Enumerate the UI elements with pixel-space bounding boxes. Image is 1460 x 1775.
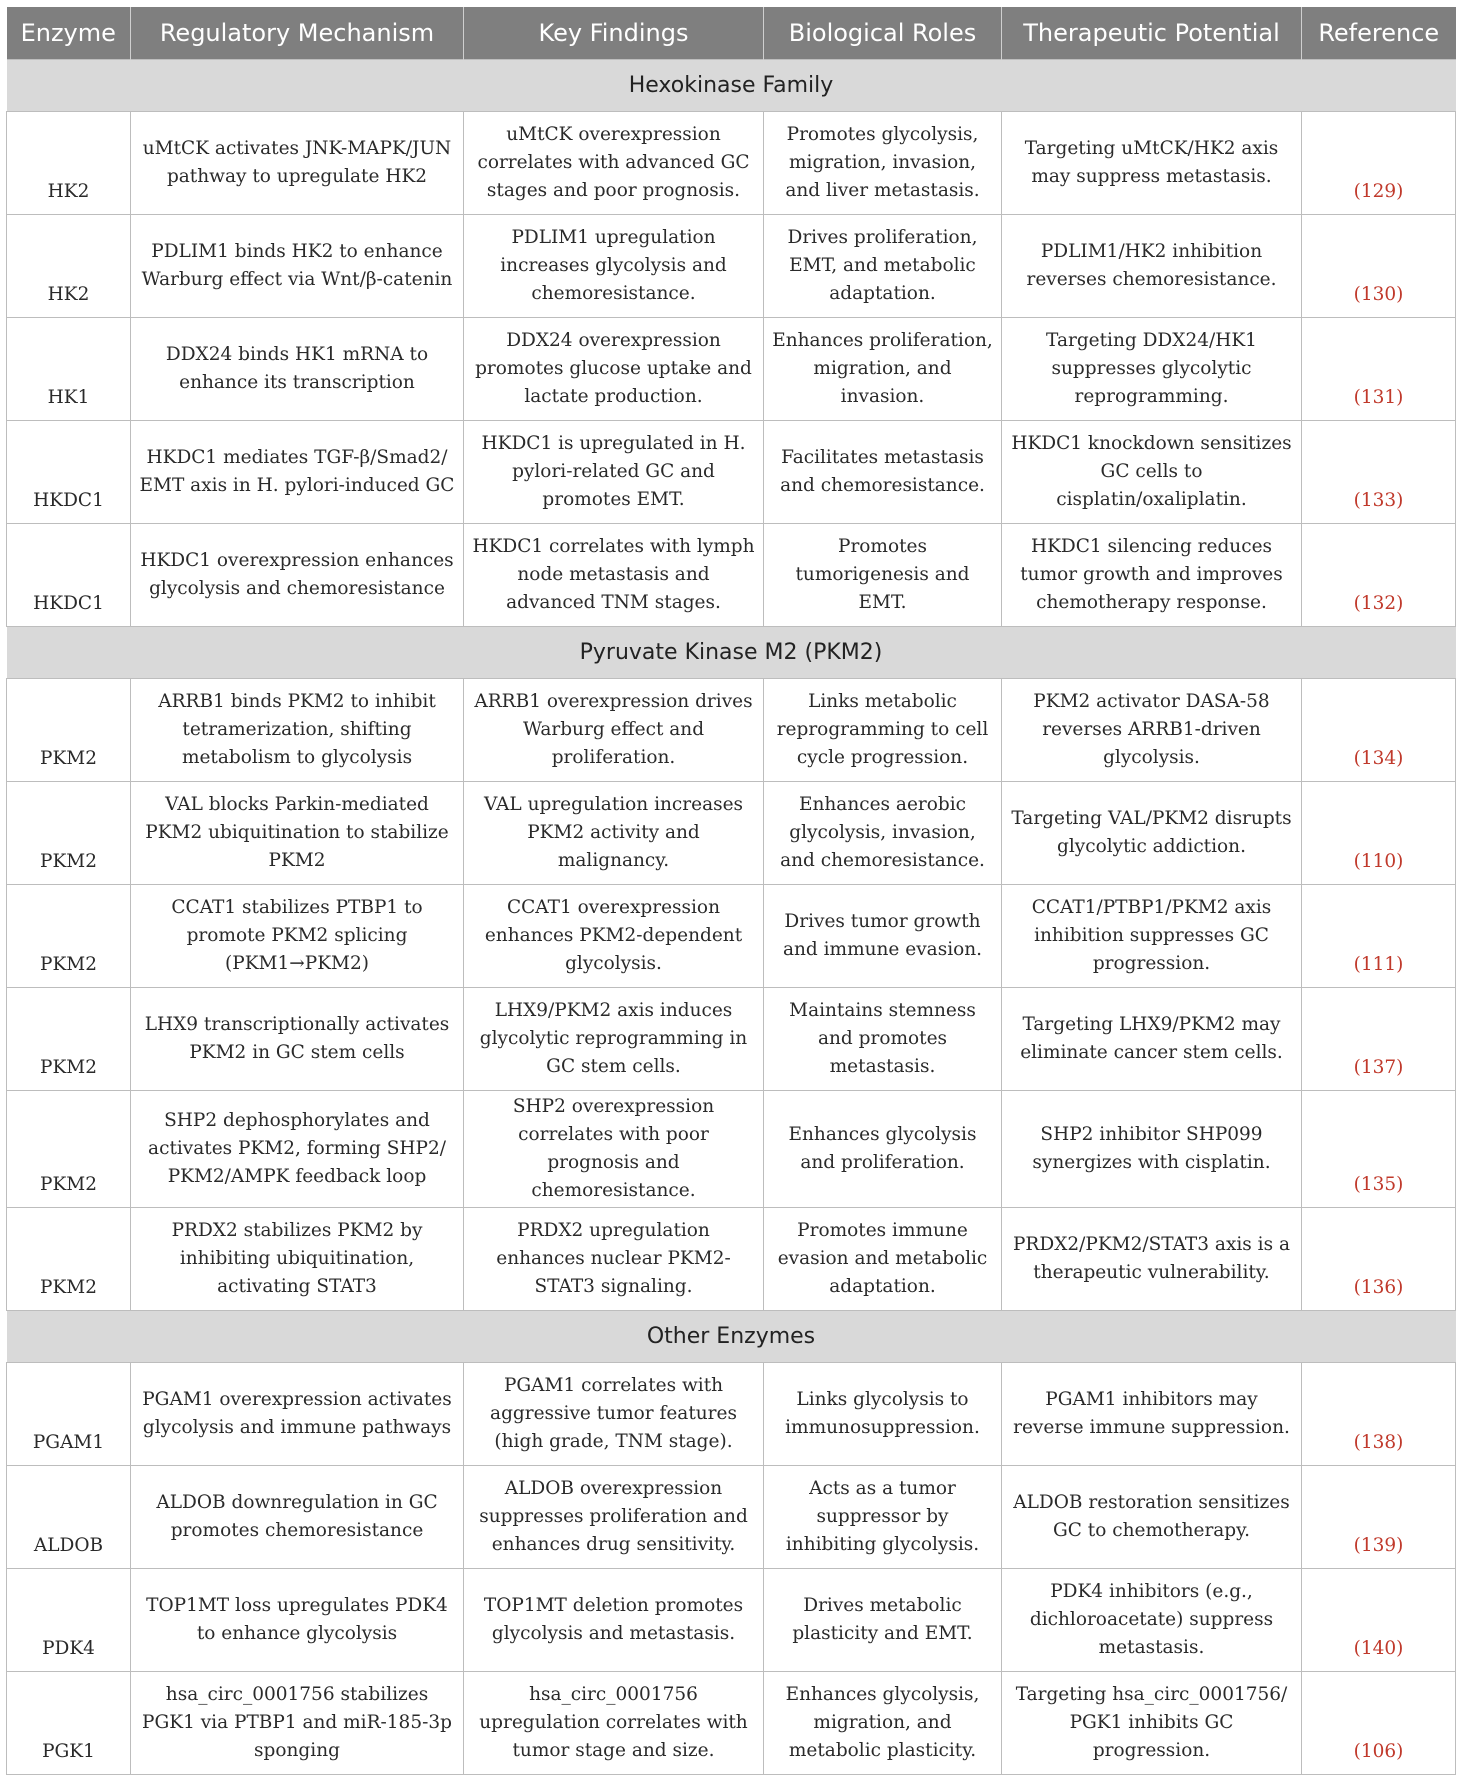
cell-reference (1302, 988, 1456, 1091)
cell-key-findings: ARRB1 overexpression drives Warburg effect and proliferation. (464, 679, 764, 782)
cell-regulatory-mechanism: DDX24 binds HK1 mRNA to enhance its transcription (131, 318, 464, 421)
cell-reference (1302, 1569, 1456, 1672)
cell-enzyme: PKM2 (7, 988, 131, 1091)
enzyme-table (6, 7, 1456, 1775)
reference-link[interactable]: (129) (1353, 181, 1404, 202)
cell-therapeutic-potential: Targeting LHX9/PKM2 may eliminate cancer stem cells. (1002, 988, 1302, 1091)
cell-biological-roles: Enhances proliferation, migration, and invasion. (764, 318, 1002, 421)
table-row (7, 112, 1456, 215)
cell-key-findings: HKDC1 is upregulated in H. pylori-related GC and promotes EMT. (464, 421, 764, 524)
cell-biological-roles: Enhances glycolysis, migration, and metabolic plasticity. (764, 1672, 1002, 1775)
reference-link[interactable]: (135) (1353, 1174, 1404, 1195)
section-row (7, 627, 1456, 679)
cell-reference (1302, 1091, 1456, 1208)
reference-link[interactable]: (110) (1353, 851, 1404, 872)
cell-therapeutic-potential: Targeting hsa_circ_0001756/ PGK1 inhibits GC progression. (1002, 1672, 1302, 1775)
cell-regulatory-mechanism: CCAT1 stabilizes PTBP1 to promote PKM2 splicing (PKM1→PKM2) (131, 885, 464, 988)
header-regulatory-mechanism: Regulatory Mechanism (131, 7, 464, 60)
cell-biological-roles: Drives proliferation, EMT, and metabolic adaptation. (764, 215, 1002, 318)
cell-biological-roles: Links metabolic reprogramming to cell cycle progression. (764, 679, 1002, 782)
cell-reference (1302, 679, 1456, 782)
cell-key-findings: LHX9/PKM2 axis induces glycolytic reprogramming in GC stem cells. (464, 988, 764, 1091)
cell-enzyme: PGAM1 (7, 1363, 131, 1466)
cell-key-findings: hsa_circ_0001756 upregulation correlates with tumor stage and size. (464, 1672, 764, 1775)
table-row (7, 1208, 1456, 1311)
cell-key-findings: uMtCK overexpression correlates with advanced GC stages and poor prognosis. (464, 112, 764, 215)
cell-enzyme: PKM2 (7, 679, 131, 782)
cell-biological-roles: Promotes tumorigenesis and EMT. (764, 524, 1002, 627)
cell-reference (1302, 421, 1456, 524)
cell-therapeutic-potential: PDLIM1/HK2 inhibition reverses chemoresistance. (1002, 215, 1302, 318)
cell-key-findings: PGAM1 correlates with aggressive tumor features (high grade, TNM stage). (464, 1363, 764, 1466)
table-row (7, 885, 1456, 988)
header-reference: Reference (1302, 7, 1456, 60)
cell-therapeutic-potential: PRDX2/PKM2/STAT3 axis is a therapeutic vulnerability. (1002, 1208, 1302, 1311)
cell-regulatory-mechanism: HKDC1 mediates TGF-β/Smad2/ EMT axis in H. pylori-induced GC (131, 421, 464, 524)
cell-regulatory-mechanism: PDLIM1 binds HK2 to enhance Warburg effect via Wnt/β-catenin (131, 215, 464, 318)
section-title: Hexokinase Family (7, 60, 1456, 112)
cell-enzyme: PGK1 (7, 1672, 131, 1775)
cell-regulatory-mechanism: HKDC1 overexpression enhances glycolysis and chemoresistance (131, 524, 464, 627)
cell-regulatory-mechanism: ARRB1 binds PKM2 to inhibit tetramerization, shifting metabolism to glycolysis (131, 679, 464, 782)
cell-therapeutic-potential: SHP2 inhibitor SHP099 synergizes with cisplatin. (1002, 1091, 1302, 1208)
reference-link[interactable]: (106) (1353, 1741, 1404, 1762)
section-title: Pyruvate Kinase M2 (PKM2) (7, 627, 1456, 679)
reference-link[interactable]: (131) (1353, 387, 1404, 408)
table-body (7, 60, 1456, 1775)
table-row (7, 679, 1456, 782)
cell-regulatory-mechanism: LHX9 transcriptionally activates PKM2 in GC stem cells (131, 988, 464, 1091)
cell-reference (1302, 1466, 1456, 1569)
cell-key-findings: PDLIM1 upregulation increases glycolysis and chemoresistance. (464, 215, 764, 318)
cell-reference (1302, 1672, 1456, 1775)
cell-key-findings: ALDOB overexpression suppresses proliferation and enhances drug sensitivity. (464, 1466, 764, 1569)
reference-link[interactable]: (133) (1353, 490, 1404, 511)
cell-enzyme: HK2 (7, 112, 131, 215)
cell-key-findings: CCAT1 overexpression enhances PKM2-dependent glycolysis. (464, 885, 764, 988)
cell-key-findings: TOP1MT deletion promotes glycolysis and metastasis. (464, 1569, 764, 1672)
cell-biological-roles: Drives tumor growth and immune evasion. (764, 885, 1002, 988)
cell-enzyme: PKM2 (7, 1091, 131, 1208)
cell-key-findings: VAL upregulation increases PKM2 activity and malignancy. (464, 782, 764, 885)
cell-reference (1302, 215, 1456, 318)
cell-regulatory-mechanism: PGAM1 overexpression activates glycolysis and immune pathways (131, 1363, 464, 1466)
cell-reference (1302, 1363, 1456, 1466)
cell-enzyme: HKDC1 (7, 421, 131, 524)
table-row (7, 782, 1456, 885)
cell-enzyme: PKM2 (7, 782, 131, 885)
cell-enzyme: ALDOB (7, 1466, 131, 1569)
cell-key-findings: DDX24 overexpression promotes glucose uptake and lactate production. (464, 318, 764, 421)
reference-link[interactable]: (137) (1353, 1057, 1404, 1078)
cell-key-findings: PRDX2 upregulation enhances nuclear PKM2-STAT3 signaling. (464, 1208, 764, 1311)
cell-reference (1302, 318, 1456, 421)
cell-enzyme: HK1 (7, 318, 131, 421)
section-row (7, 60, 1456, 112)
cell-biological-roles: Links glycolysis to immunosuppression. (764, 1363, 1002, 1466)
cell-therapeutic-potential: PGAM1 inhibitors may reverse immune suppression. (1002, 1363, 1302, 1466)
table-row (7, 215, 1456, 318)
cell-biological-roles: Enhances glycolysis and proliferation. (764, 1091, 1002, 1208)
cell-biological-roles: Enhances aerobic glycolysis, invasion, and chemoresistance. (764, 782, 1002, 885)
cell-enzyme: PKM2 (7, 1208, 131, 1311)
reference-link[interactable]: (130) (1353, 284, 1404, 305)
cell-therapeutic-potential: PDK4 inhibitors (e.g., dichloroacetate) suppress metastasis. (1002, 1569, 1302, 1672)
reference-link[interactable]: (134) (1353, 748, 1404, 769)
cell-biological-roles: Drives metabolic plasticity and EMT. (764, 1569, 1002, 1672)
cell-biological-roles: Maintains stemness and promotes metastasis. (764, 988, 1002, 1091)
table-row (7, 421, 1456, 524)
table-row (7, 318, 1456, 421)
cell-therapeutic-potential: HKDC1 knockdown sensitizes GC cells to cisplatin/oxaliplatin. (1002, 421, 1302, 524)
cell-enzyme: HKDC1 (7, 524, 131, 627)
table-row (7, 1466, 1456, 1569)
cell-reference (1302, 112, 1456, 215)
cell-therapeutic-potential: Targeting uMtCK/HK2 axis may suppress metastasis. (1002, 112, 1302, 215)
cell-reference (1302, 782, 1456, 885)
cell-reference (1302, 1208, 1456, 1311)
cell-enzyme: PDK4 (7, 1569, 131, 1672)
table-header (7, 7, 1456, 60)
table-row (7, 1569, 1456, 1672)
cell-regulatory-mechanism: VAL blocks Parkin-mediated PKM2 ubiquitination to stabilize PKM2 (131, 782, 464, 885)
cell-key-findings: HKDC1 correlates with lymph node metastasis and advanced TNM stages. (464, 524, 764, 627)
header-enzyme: Enzyme (7, 7, 131, 60)
table-row (7, 1363, 1456, 1466)
cell-therapeutic-potential: Targeting DDX24/HK1 suppresses glycolytic reprogramming. (1002, 318, 1302, 421)
cell-regulatory-mechanism: ALDOB downregulation in GC promotes chemoresistance (131, 1466, 464, 1569)
reference-link[interactable]: (138) (1353, 1432, 1404, 1453)
header-biological-roles: Biological Roles (764, 7, 1002, 60)
cell-therapeutic-potential: PKM2 activator DASA-58 reverses ARRB1-driven glycolysis. (1002, 679, 1302, 782)
cell-therapeutic-potential: HKDC1 silencing reduces tumor growth and improves chemotherapy response. (1002, 524, 1302, 627)
cell-therapeutic-potential: ALDOB restoration sensitizes GC to chemotherapy. (1002, 1466, 1302, 1569)
table-row (7, 1091, 1456, 1208)
cell-regulatory-mechanism: hsa_circ_0001756 stabilizes PGK1 via PTBP1 and miR-185-3p sponging (131, 1672, 464, 1775)
table-row (7, 1672, 1456, 1775)
header-therapeutic-potential: Therapeutic Potential (1002, 7, 1302, 60)
section-row (7, 1311, 1456, 1363)
cell-biological-roles: Promotes glycolysis, migration, invasion, and liver metastasis. (764, 112, 1002, 215)
cell-regulatory-mechanism: SHP2 dephosphorylates and activates PKM2, forming SHP2/ PKM2/AMPK feedback loop (131, 1091, 464, 1208)
cell-regulatory-mechanism: TOP1MT loss upregulates PDK4 to enhance glycolysis (131, 1569, 464, 1672)
cell-enzyme: HK2 (7, 215, 131, 318)
reference-link[interactable]: (132) (1353, 593, 1404, 614)
cell-regulatory-mechanism: PRDX2 stabilizes PKM2 by inhibiting ubiquitination, activating STAT3 (131, 1208, 464, 1311)
cell-reference (1302, 885, 1456, 988)
cell-key-findings: SHP2 overexpression correlates with poor prognosis and chemoresistance. (464, 1091, 764, 1208)
cell-therapeutic-potential: CCAT1/PTBP1/PKM2 axis inhibition suppresses GC progression. (1002, 885, 1302, 988)
cell-reference (1302, 524, 1456, 627)
cell-biological-roles: Acts as a tumor suppressor by inhibiting glycolysis. (764, 1466, 1002, 1569)
reference-link[interactable]: (136) (1353, 1277, 1404, 1298)
cell-biological-roles: Promotes immune evasion and metabolic adaptation. (764, 1208, 1002, 1311)
table-row (7, 524, 1456, 627)
cell-therapeutic-potential: Targeting VAL/PKM2 disrupts glycolytic addiction. (1002, 782, 1302, 885)
cell-enzyme: PKM2 (7, 885, 131, 988)
header-key-findings: Key Findings (464, 7, 764, 60)
cell-regulatory-mechanism: uMtCK activates JNK-MAPK/JUN pathway to upregulate HK2 (131, 112, 464, 215)
reference-link[interactable]: (139) (1353, 1535, 1404, 1556)
reference-link[interactable]: (111) (1353, 954, 1404, 975)
section-title: Other Enzymes (7, 1311, 1456, 1363)
cell-biological-roles: Facilitates metastasis and chemoresistance. (764, 421, 1002, 524)
reference-link[interactable]: (140) (1353, 1638, 1404, 1659)
table-row (7, 988, 1456, 1091)
